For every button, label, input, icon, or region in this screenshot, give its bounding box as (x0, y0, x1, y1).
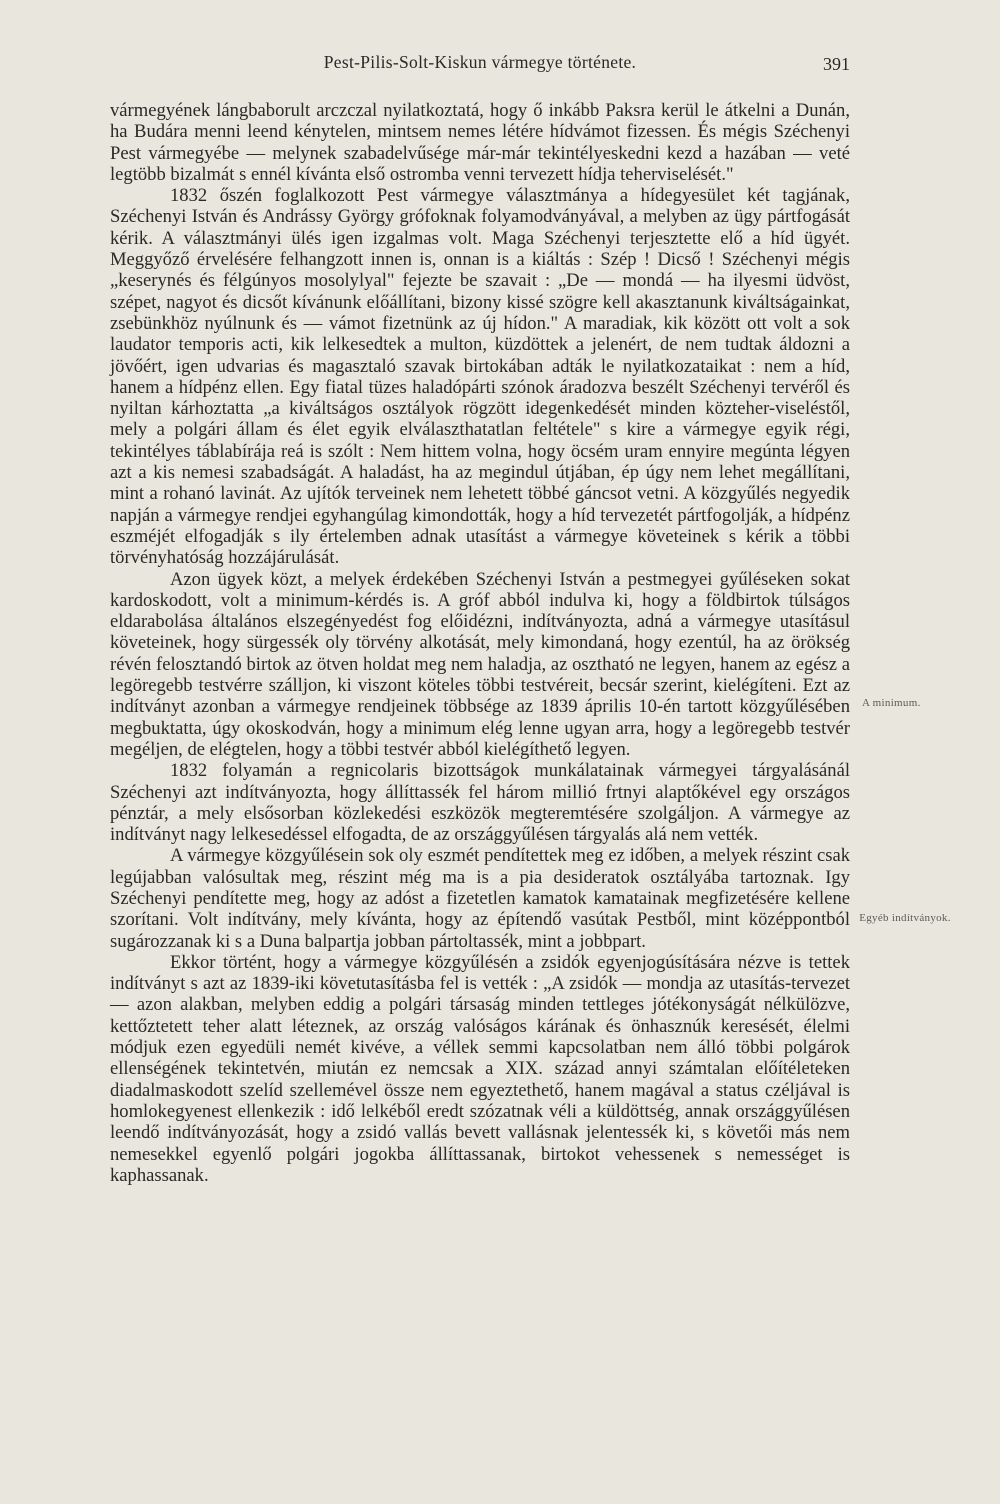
paragraph: 1832 őszén foglalkozott Pest vármegye választmánya a hídegyesület két tagjának, Széchenyi István és Andrássy György grófoknak folyamodványával, a melyben az ügy pártfogását kérik. A választmányi ülés igen izgalmas volt. Maga Széchenyi terjesztette elő a híd ügyét. Meggyőző érvelésére felhangzott innen is, onnan is a kiáltás : Szép ! Dicső ! Széchenyi mégis „keserynés és félgúnyos mosolylyal" fejezte be szavait : „De — mondá — ha ilyesmi üdvöst, szépet, nagyot és dicsőt kívánunk előállítani, bizony kissé szögre kell akasztanunk kiváltságainkat, zsebünkhöz nyúlnunk és — vámot fizetnünk az új hídon." A maradiak, kik között ott volt a sok laudator temporis acti, kik lelkesedtek a multon, küzdöttek a jelenért, de nem tudtak áldozni a jövőért, igen udvarias és magasztaló szavak birtokában adták le nyilatkozataikat : nem a híd, hanem a hídpénz ellen. Egy fiatal tüzes haladópárti szónok áradozva beszélt Széchenyi tervéről és nyiltan kárhoztatta „a kiváltságos osztályok rögzött idegenkedését minden közteher-viseléstől, mely a polgári állam és élet egyik elválaszthatatlan feltétele" s kire a vármegye egyik régi, tekintélyes táblabírája reá is szólt : Nem hittem volna, hogy öcsém uram ennyire megúnta légyen azt a kis nemesi szabadságát. A haladást, ha az megindul útjában, ép úgy nem lehet megállítani, mint a rohanó lavinát. Az ujítók terveinek nem lehetett többé gáncsot vetni. A közgyűlés negyedik napján a vármegye rendjei egyhangúlag kimondották, hogy a híd tervezetét pártfogolják, a hídpénz eszméjét elfogadják s ily értelemben adnak utasítást a vármegye követeinek s kérik a többi törvényhatóság hozzájárulását. (110, 185, 850, 569)
margin-note-minimum: A minimum. (862, 697, 921, 709)
page-header (110, 52, 850, 82)
running-head: Pest-Pilis-Solt-Kiskun vármegye története. (323, 52, 637, 72)
paragraph: Azon ügyek közt, a melyek érdekében Széchenyi István a pestmegyei gyűléseken sokat kardoskodott, volt a minimum-kérdés is. A gróf abból indulva ki, hogy a földbirtok túlságos eldarabolása általános elszegényedést fog előidézni, indítványozta, adná a vármegye utasításul követeinek, hogy sürgessék oly törvény alkotását, mely kimondaná, hogy ezentúl, ha az örökség révén felosztandó birtok az ötven holdat meg nem haladja, az osztható ne legyen, hanem az egész a legöregebb testvérre szálljon, ki viszont köteles többi testvéreit, becsár szerint, kielégíteni. Ezt az indítványt azonban a vármegye rendjeinek többsége az 1839 április 10-én tartott közgyűlésében megbuktatta, úgy okoskodván, hogy a minimum elég lenne ugyan arra, hogy a legöregebb testvér megéljen, de elégtelen, hogy a többi testvér abból kielégíthető legyen. (110, 568, 850, 760)
paragraph: vármegyének lángbaborult arczczal nyilatkoztatá, hogy ő inkább Paksra kerül le átkelni a Dunán, ha Budára menni leend kénytelen, mintsem nemes létére hídvámot fizessen. És mégis Széchenyi Pest vármegyébe — melynek szabadelvűsége már-már tekintélyeskedni kezd a hazában — veté legtöbb bizalmát s ennél kívánta első ostromba venni tervezett hídja teherviselését." (110, 100, 850, 185)
body-text (110, 100, 850, 1186)
paragraph: A vármegye közgyűlésein sok oly eszmét pendítettek meg ez időben, a melyek részint csak legújabban valósultak meg, részint még ma is a pia desideratok osztályába tartoznak. Igy Széchenyi pendítette meg, hogy az adóst a fizetetlen kamatok kamatainak megfizetésére kellene szorítani. Volt indítvány, mely kívánta, hogy az építendő vasútak Pestből, mint középpontból sugározzanak ki s a Duna balpartja jobban pártoltassék, mint a jobbpart. (110, 845, 850, 952)
page-number: 391 (823, 54, 850, 74)
margin-note-egyeb-inditvanyok: Egyéb indítványok. (859, 912, 951, 924)
paragraph: 1832 folyamán a regnicolaris bizottságok munkálatainak vármegyei tárgyalásánál Széchenyi azt indítványozta, hogy állíttassék fel három millió frtnyi alaptőkével egy országos pénztár, a mely elsősorban közlekedési eszközök megteremtésére szolgáljon. A vármegye az indítványt nagy lelkesedéssel elfogadta, de az országgyűlésen tárgyalás alá nem vették. (110, 760, 850, 846)
paragraph: Ekkor történt, hogy a vármegye közgyűlésén a zsidók egyenjogúsítására nézve is tettek indítványt s azt az 1839-iki követutasításba fel is vették : „A zsidók — mondja az utasítás-tervezet — azon alakban, melyben eddig a polgári társaság minden tettleges jótékonyságát nélkülözve, kettőztetett teher alatt léteznek, az ország valóságos kárának és önhasznúk keresését, élelmi módjuk ezen egyedüli nemét kivéve, a véllek semmi kapcsolatban nem álló többi polgárok ellenségének tekintetvén, miután ez nemcsak a XIX. század annyi számtalan előítéleteken diadalmaskodott szelíd szellemével össze nem egyeztethető, hanem magával a status czéljával is homlokegyenest ellenkezik : idő lelkéből eredt szózatnak véli a küldöttség, annak országgyűlésen leendő indítványozását, hogy a zsidó vallás bevett vallásnak jelentessék ki, s követői más nem nemesekkel egyenlő polgári jogokba állíttassanak, birtokot vehessenek s nemességet is kaphassanak. (110, 951, 850, 1186)
